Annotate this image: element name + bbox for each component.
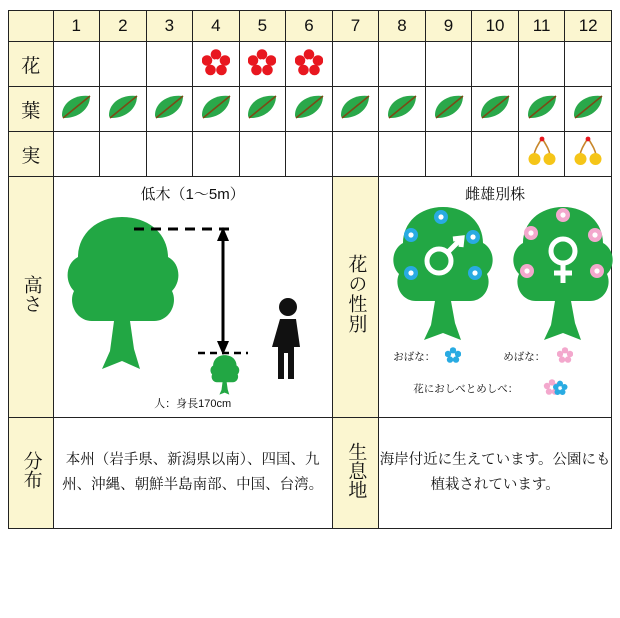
fruit-cell-1 — [53, 132, 100, 177]
legend-male-label: おばな： — [393, 351, 436, 363]
leaf-icon — [478, 93, 512, 121]
row-label-distribution-text: 分布 — [20, 451, 42, 490]
flower-cell-11 — [518, 42, 565, 87]
sex-panel — [379, 177, 612, 418]
row-label-distribution — [9, 418, 54, 529]
female-flower-icon — [557, 347, 573, 363]
flower-icon — [295, 48, 323, 76]
legend-female-label: めばな： — [503, 351, 546, 363]
leaf-icon — [152, 93, 186, 121]
leaf-cell-10 — [472, 87, 519, 132]
month-header-3: 3 — [146, 11, 193, 42]
leaf-cell-6 — [286, 87, 333, 132]
flower-cell-4 — [193, 42, 240, 87]
height-sex-row — [9, 177, 612, 418]
leaf-icon — [571, 93, 605, 121]
month-header-5: 5 — [239, 11, 286, 42]
leaf-icon — [106, 93, 140, 121]
leaf-icon — [432, 93, 466, 121]
flower-cell-1 — [53, 42, 100, 87]
month-header-9: 9 — [425, 11, 472, 42]
fruit-cell-6 — [286, 132, 333, 177]
fruit-cell-4 — [193, 132, 240, 177]
distribution-text: 本州（岩手県、新潟県以南）、四国、九州、沖縄、朝鮮半島南部、中国、台湾。 — [53, 418, 332, 529]
fruit-cell-12 — [565, 132, 612, 177]
leaf-icon — [245, 93, 279, 121]
flower-cell-10 — [472, 42, 519, 87]
leaf-icon — [292, 93, 326, 121]
month-header-row — [9, 11, 612, 42]
leaf-icon — [338, 93, 372, 121]
height-arrow — [217, 227, 229, 355]
month-header-7: 7 — [332, 11, 379, 42]
flower-cell-12 — [565, 42, 612, 87]
bisexual-flower-icon — [543, 379, 569, 395]
fruit-cell-9 — [425, 132, 472, 177]
leaf-cell-3 — [146, 87, 193, 132]
row-label-flower-sex-text: 花の性別 — [345, 254, 367, 335]
small-tree-icon — [210, 355, 239, 395]
month-header-8: 8 — [379, 11, 426, 42]
flower-cell-7 — [332, 42, 379, 87]
flower-cell-3 — [146, 42, 193, 87]
fruit-row — [9, 132, 612, 177]
fruit-cell-2 — [100, 132, 147, 177]
legend-both-label: 花におしべとめしべ： — [413, 383, 519, 395]
big-tree-icon — [67, 217, 178, 369]
male-tree-icon — [394, 207, 493, 340]
month-header-4: 4 — [193, 11, 240, 42]
female-tree-icon — [514, 207, 613, 340]
leaf-icon — [199, 93, 233, 121]
flower-cell-2 — [100, 42, 147, 87]
row-label-height — [9, 177, 54, 418]
flower-icon — [202, 48, 230, 76]
month-header-11: 11 — [518, 11, 565, 42]
row-label-habitat-text: 生息地 — [345, 441, 367, 499]
flower-cell-8 — [379, 42, 426, 87]
row-label-fruit: 実 — [9, 132, 54, 177]
fruit-cell-8 — [379, 132, 426, 177]
fruit-cell-11 — [518, 132, 565, 177]
table-corner — [9, 11, 54, 42]
flower-icon — [248, 48, 276, 76]
row-label-habitat — [332, 418, 379, 529]
row-label-height-text: 高さ — [20, 275, 42, 314]
leaf-cell-1 — [53, 87, 100, 132]
leaf-icon — [525, 93, 559, 121]
month-header-10: 10 — [472, 11, 519, 42]
fruit-cell-10 — [472, 132, 519, 177]
row-label-leaf: 葉 — [9, 87, 54, 132]
person-caption: 人：身長170cm — [154, 398, 232, 410]
leaf-icon — [59, 93, 93, 121]
month-header-12: 12 — [565, 11, 612, 42]
habitat-text: 海岸付近に生えています。公園にも植栽されています。 — [379, 418, 612, 529]
month-header-6: 6 — [286, 11, 333, 42]
sex-illustration — [385, 199, 620, 349]
leaf-icon — [385, 93, 419, 121]
flower-row — [9, 42, 612, 87]
fruit-icon — [571, 135, 605, 169]
leaf-cell-2 — [100, 87, 147, 132]
distribution-habitat-row — [9, 418, 612, 529]
month-header-2: 2 — [100, 11, 147, 42]
fruit-icon — [525, 135, 559, 169]
fruit-cell-5 — [239, 132, 286, 177]
flower-cell-9 — [425, 42, 472, 87]
fruit-cell-7 — [332, 132, 379, 177]
height-title: 低木（1～5m） — [140, 186, 245, 203]
leaf-cell-9 — [425, 87, 472, 132]
leaf-cell-4 — [193, 87, 240, 132]
height-illustration — [62, 201, 342, 411]
species-phenology-table — [8, 10, 612, 529]
row-label-flower: 花 — [9, 42, 54, 87]
leaf-cell-12 — [565, 87, 612, 132]
leaf-row — [9, 87, 612, 132]
flower-cell-6 — [286, 42, 333, 87]
fruit-cell-3 — [146, 132, 193, 177]
month-header-1: 1 — [53, 11, 100, 42]
flower-cell-5 — [239, 42, 286, 87]
height-panel — [53, 177, 332, 418]
leaf-cell-5 — [239, 87, 286, 132]
person-icon — [272, 298, 300, 379]
male-flower-icon — [445, 347, 461, 363]
sex-title: 雌雄別株 — [465, 186, 526, 203]
leaf-cell-11 — [518, 87, 565, 132]
leaf-cell-8 — [379, 87, 426, 132]
leaf-cell-7 — [332, 87, 379, 132]
